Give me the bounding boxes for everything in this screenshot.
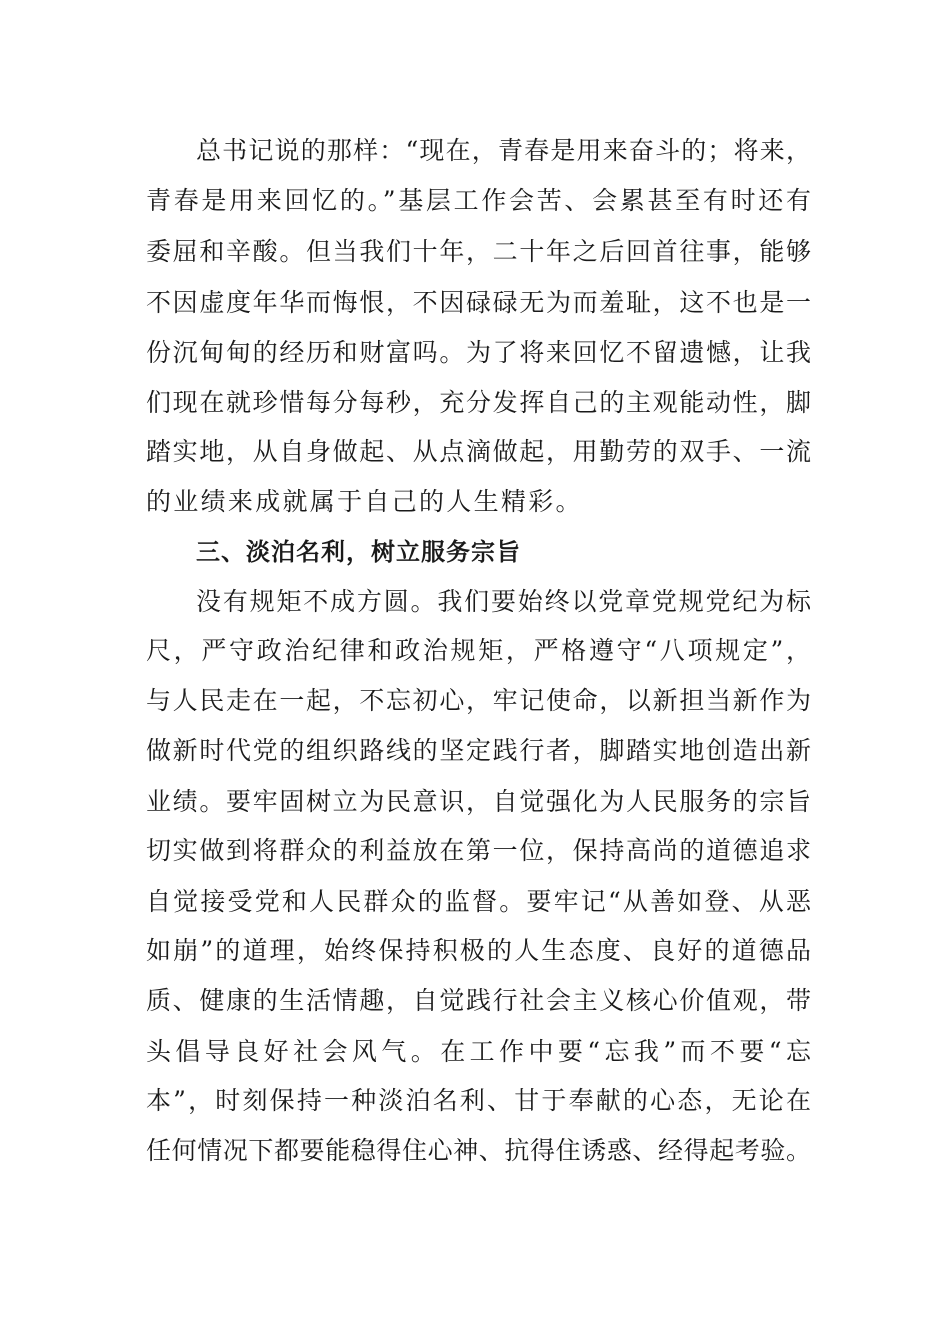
paragraph-1-line-6: 们现在就珍惜每分每秒，充分发挥自己的主观能动性，脚 bbox=[146, 388, 811, 417]
paragraph-2-line-7: 自觉接受党和人民群众的监督。要牢记“从善如登、从恶 bbox=[146, 887, 811, 916]
paragraph-1-line-7: 踏实地，从自身做起、从点滴做起，用勤劳的双手、一流 bbox=[146, 437, 811, 466]
paragraph-2-line-4: 做新时代党的组织路线的坚定践行者，脚踏实地创造出新 bbox=[146, 736, 811, 765]
paragraph-2-line-3: 与人民走在一起，不忘初心，牢记使命，以新担当新作为 bbox=[146, 686, 811, 715]
paragraph-2-line-12: 任何情况下都要能稳得住心神、抗得住诱惑、经得起考验。 bbox=[146, 1136, 811, 1165]
paragraph-1-line-5: 份沉甸甸的经历和财富吗。为了将来回忆不留遗憾，让我 bbox=[146, 338, 811, 367]
paragraph-2-line-9: 质、健康的生活情趣，自觉践行社会主义核心价值观，带 bbox=[146, 986, 811, 1015]
paragraph-2-line-6: 切实做到将群众的利益放在第一位，保持高尚的道德追求 bbox=[146, 836, 811, 865]
paragraph-2-line-1: 没有规矩不成方圆。我们要始终以党章党规党纪为标 bbox=[196, 587, 811, 616]
paragraph-2-line-10: 头倡导良好社会风气。在工作中要“忘我”而不要“忘 bbox=[146, 1037, 811, 1066]
paragraph-1-line-1: 总书记说的那样：“现在，青春是用来奋斗的；将来， bbox=[196, 136, 811, 165]
paragraph-2-line-8: 如崩”的道理，始终保持积极的人生态度、良好的道德品 bbox=[146, 936, 811, 965]
paragraph-1-line-2: 青春是用来回忆的。”基层工作会苦、会累甚至有时还有 bbox=[146, 186, 811, 215]
paragraph-1-line-8: 的业绩来成就属于自己的人生精彩。 bbox=[146, 487, 583, 516]
section-heading: 三、淡泊名利，树立服务宗旨 bbox=[196, 538, 521, 566]
paragraph-1-line-3: 委屈和辛酸。但当我们十年，二十年之后回首往事，能够 bbox=[146, 237, 811, 266]
paragraph-1-line-4: 不因虚度年华而悔恨，不因碌碌无为而羞耻，这不也是一 bbox=[146, 288, 811, 317]
paragraph-2-line-11: 本”，时刻保持一种淡泊名利、甘于奉献的心态，无论在 bbox=[146, 1086, 811, 1115]
paragraph-2-line-5: 业绩。要牢固树立为民意识，自觉强化为人民服务的宗旨 bbox=[146, 787, 811, 816]
paragraph-2-line-2: 尺，严守政治纪律和政治规矩，严格遵守“八项规定”， bbox=[146, 636, 811, 665]
